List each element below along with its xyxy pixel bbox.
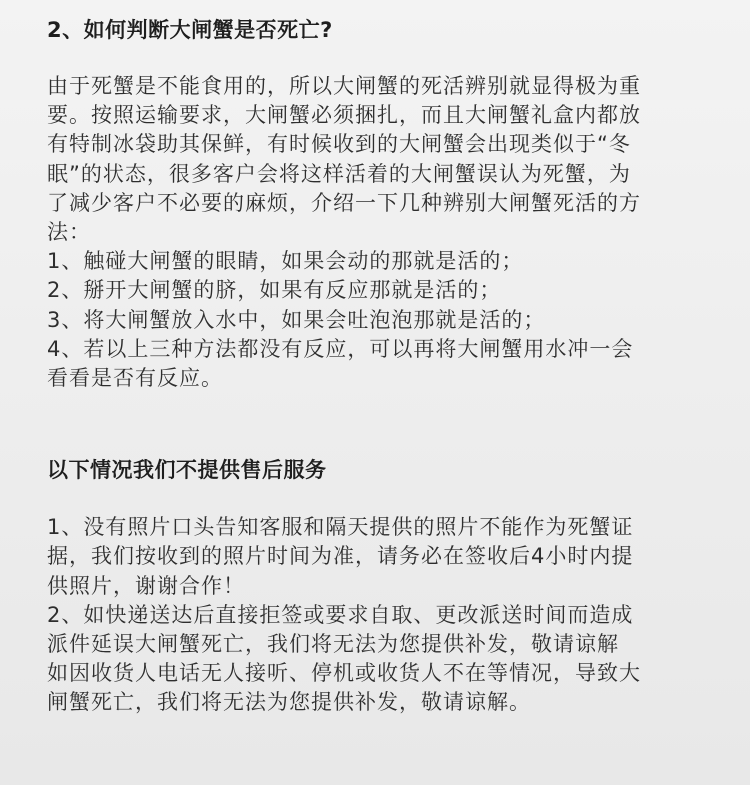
text-line: 据，我们按收到的照片时间为准，请务必在签收后4小时内提 — [47, 544, 634, 569]
method-item: 2、掰开大闸蟹的脐，如果有反应那就是活的； — [47, 278, 502, 303]
policy-item: 1、没有照片口头告知客服和隔天提供的照片不能作为死蟹证 — [47, 515, 634, 540]
text-line: 眠”的状态，很多客户会将这样活着的大闸蟹误认为死蟹，为 — [47, 161, 631, 186]
method-item: 3、将大闸蟹放入水中，如果会吐泡泡那就是活的； — [47, 307, 546, 332]
section-title-judge-dead-crab: 2、如何判断大闸蟹是否死亡? — [47, 18, 333, 42]
text-line: 派件延误大闸蟹死亡，我们将无法为您提供补发，敬请谅解 — [47, 632, 619, 657]
text-line: 要。按照运输要求，大闸蟹必须捆扎，而且大闸蟹礼盒内都放 — [47, 103, 641, 128]
text-line: 法： — [47, 220, 91, 245]
text-line: 由于死蟹是不能食用的，所以大闸蟹的死活辨别就显得极为重 — [47, 74, 641, 98]
text-line: 看看是否有反应。 — [47, 366, 223, 391]
judge-dead-crab-paragraph — [47, 72, 708, 393]
text-line: 供照片，谢谢合作！ — [47, 573, 245, 598]
text-line: 如因收货人电话无人接听、停机或收货人不在等情况，导致大 — [47, 661, 641, 686]
section-title-no-after-sales: 以下情况我们不提供售后服务 — [47, 458, 327, 483]
policy-item: 2、如快递送达后直接拒签或要求自取、更改派送时间而造成 — [47, 602, 634, 627]
text-line: 闸蟹死亡，我们将无法为您提供补发，敬请谅解。 — [47, 690, 531, 715]
no-after-sales-paragraph — [47, 513, 708, 717]
text-line: 了减少客户不必要的麻烦，介绍一下几种辨别大闸蟹死活的方 — [47, 190, 641, 215]
method-item: 1、触碰大闸蟹的眼睛，如果会动的那就是活的； — [47, 249, 524, 274]
method-item: 4、若以上三种方法都没有反应，可以再将大闸蟹用水冲一会 — [47, 336, 634, 361]
text-line: 有特制冰袋助其保鲜，有时候收到的大闸蟹会出现类似于“冬 — [47, 132, 631, 157]
